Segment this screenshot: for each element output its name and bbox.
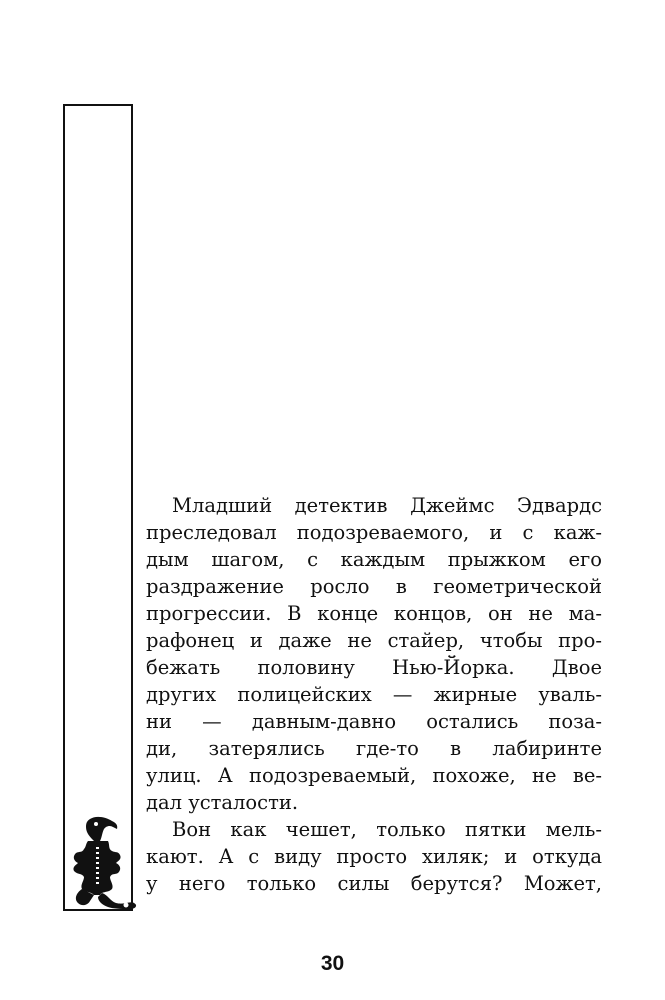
text-line: раздражение росло в геометрической (146, 575, 602, 598)
page-number: 30 (320, 952, 345, 975)
text-line: Младший детектив Джеймс Эдвардс (172, 494, 602, 517)
text-line: преследовал подозреваемого, и с каж- (146, 521, 602, 544)
text-line: прогрессии. В конце концов, он не ма- (146, 602, 602, 625)
text-line: рафонец и даже не стайер, чтобы про- (146, 629, 602, 652)
body-text (146, 492, 602, 897)
side-frame-box (63, 104, 133, 911)
lizard-creature-icon (68, 815, 140, 911)
text-line: у него только силы берутся? Может, (146, 872, 602, 895)
text-line: ди, затерялись где-то в лабиринте (146, 737, 602, 760)
text-line: других полицейских — жирные уваль- (146, 683, 602, 706)
text-line: дым шагом, с каждым прыжком его (146, 548, 602, 571)
text-line: дал усталости. (146, 791, 299, 814)
text-line: улиц. А подозреваемый, похоже, не ве- (146, 764, 602, 787)
text-line: ни — давным-давно остались поза- (146, 710, 602, 733)
text-line: бежать половину Нью-Йорка. Двое (146, 656, 602, 679)
text-line: кают. А с виду просто хиляк; и откуда (146, 845, 602, 868)
text-line: Вон как чешет, только пятки мель- (172, 818, 602, 841)
